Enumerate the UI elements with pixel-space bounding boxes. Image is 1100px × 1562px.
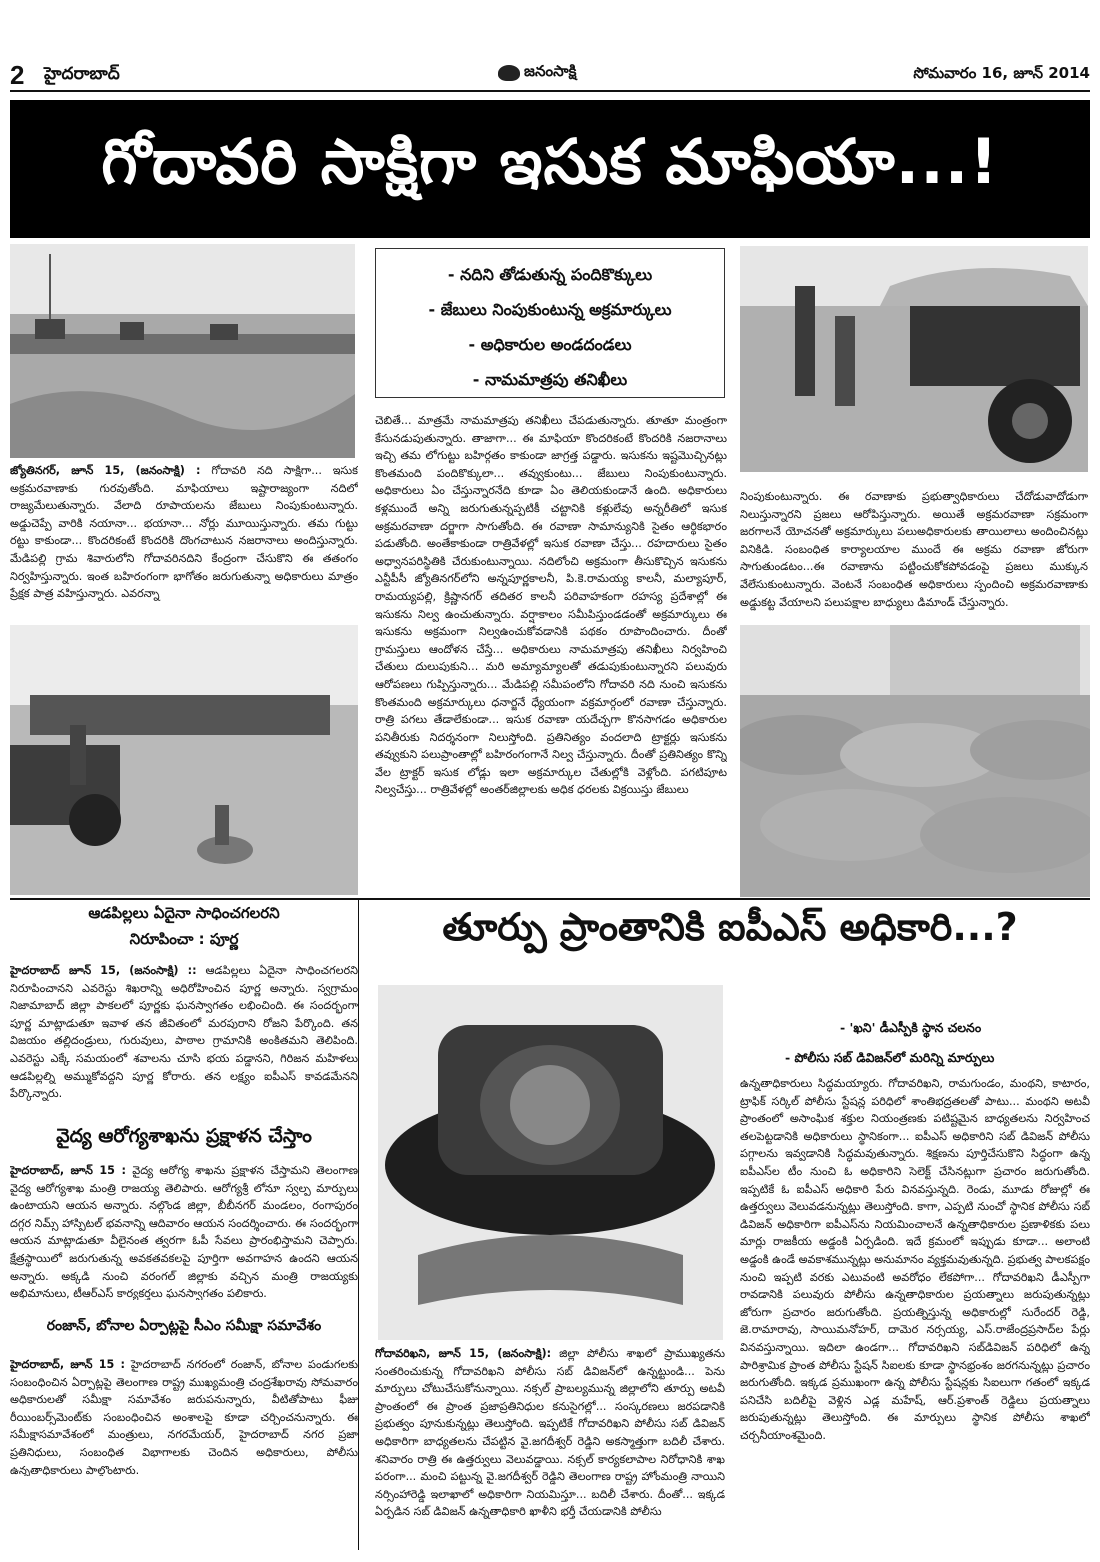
workers-loading-tractor-photo xyxy=(740,246,1088,472)
logo-text: జనంసాక్షి xyxy=(524,62,577,80)
main-story-col3 xyxy=(740,488,1088,613)
laborers-digging-sand-photo xyxy=(10,625,358,895)
issue-date: సోమవారం 16, జూన్ 2014 xyxy=(913,64,1090,82)
ips-cap-photo xyxy=(378,985,723,1340)
story-text: హైదరాబాద్ నగరంలో రంజాన్, బోనాల పండుగలకు సంబంధించిన ఏర్పాట్లపై తెలంగాణ రాష్ట్ర ముఖ్యమంత్రి చంద్రశేఖరావు సోమవారం అధికారులతో సమీక్షా సమావేశం జరుపనున్నారు, వీటితోపాటు ఫీజు రీయింబర్స్‌మెంట్‌కు సంబంధించిన అంశాలపై కూడా చర్చించనున్నారు. ఈ సమీక్షాసమావేశంలో మంత్రులు, నగరమేయర్, హైదరాబాద్ నగర ప్రజా ప్రతినిధులు, సంబంధిత విభాగాలకు చెందిన అధికారులు, పోలీసు ఉన్నతాధికారులు పాల్గొంటారు. xyxy=(10,1358,358,1476)
dateline: హైదరాబాద్, జూన్ 15 : xyxy=(10,1358,125,1371)
health-story xyxy=(10,1162,358,1300)
sand-mining-tractors-photo xyxy=(10,244,355,458)
poorna-headline-line1: ఆడపిల్లలు ఏదైనా సాధించగలరని xyxy=(88,904,280,922)
main-story-col1 xyxy=(10,462,358,612)
story-text: ఉన్నతాధికారులు సిద్ధమయ్యారు. గోదావరిఖని, రామగుండం, మంథని, కాటారం, ట్రాఫిక్ సర్కిల్ పోలీసు స్టేషన్ల పరిధిలో శాంతిభద్రతలతో పాటు... మంథని అటవీ ప్రాంతంలో అసాంఘిక శక్తుల నియంత్రణకు పటిష్టమైన బాధ్యతలను నిర్వహించ తలపెట్టడానికి అధికారులు స్థానికంగా... ఐపీఎస్ అధికారిని సబ్ డివిజన్ పోలీసు పగ్గాలను ఇవ్వడానికి సిద్ధమవుతున్నారు. శిక్షణను పూర్తిచేసుకొని సిద్ధంగా ఉన్న ఐపీఎస్‌ల టీం నుంచి ఓ అధికారిని సెలెక్ట్ చేసినట్లుగా ప్రచారం జరుగుతోంది. ఇప్పటికే ఓ ఐపీఎస్ అధికారి పేరు వినవస్తున్నది. రెండు, మూడు రోజుల్లో ఈ ఉత్తర్వులు వెలువడనున్నట్లు తెలుస్తోంది. కాగా, ఎప్పటి నుంచో స్థానిక పోలీసు సబ్ డివిజన్ అధికారిగా ఐపీఎస్‌ను నియమించాలనే ఉన్నతాధికారుల ప్రణాళికకు పలు మార్లు రాజకీయ అడ్డంకి ఏర్పడింది. ఇదే క్రమంలో ఇప్పుడు కూడా... అలాంటి అడ్డంకి ఉండే అవకాశమున్నట్లు అనుమానం వ్యక్తమవుతున్నది. ప్రభుత్వ పాలకపక్షం నుంచి ఇప్పటి వరకు ఎటువంటి అవరోధం లేకపోగా... గోదావరిఖని డీఎస్పీగా రావడానికి పలువురు పోలీసు ఉన్నతాధికారుల ప్రయత్నాలు జరుపుతున్నట్లు జోరుగా ప్రచారం జరుగుతోంది. ప్రయత్నిస్తున్న అధికారుల్లో సురేందర్ రెడ్డి, జె.రామారావు, సాయిమనోహర్, దామెర నర్సయ్య, ఎస్.రాజేంద్రప్రసాద్‌ల పేర్లు వినవస్తున్నాయి. ఇదిలా ఉండగా... గోదావరిఖని సబ్‌డివిజన్ పరిధిలో ఉన్న పారిశ్రామిక ప్రాంత పోలీసు స్టేషన్ సిఐలకు కూడా స్థానభ్రంశం జరగనున్నట్లు ప్రచారం జరుగుతోంది. ఇక్కడ ప్రముఖంగా ఉన్న పోలీసు స్టేషన్లకు సిఐలుగా గతంలో ఇక్కడ పనిచేసి బదిలీపై వెళ్లిన ఎడ్ల మహేష్, ఆర్.ప్రశాంత్ రెడ్డిలు ప్రయత్నాలు జరుపుతున్నట్లు తెలుస్తోంది. ఈ మార్పులు స్థానిక పోలీసు శాఖలో చర్చనీయాంశమైంది. xyxy=(740,1077,1090,1442)
section-divider xyxy=(10,898,1090,900)
story-text: చెబితే... మాత్రమే నామమాత్రపు తనిఖీలు చేపడుతున్నారు. తూతూ మంత్రంగా కేసునడుపుతున్నారు. తాజాగా... ఈ మాఫియా కొందరికంటే కొందరికి నజరానాలు ఇచ్చి తమ లోగుట్టు బహిర్గతం కాకుండా జాగ్రత్త పడ్డారు. ఇసుకను ఇష్టమొచ్చినట్లు కొంతమంది పందికొక్కులా... తవ్వుకుంటు... జేబులు నింపుకుంటున్నారు. అధికారులు ఏం చేస్తున్నారనేది కూడా ఏం తెలియకుండానే ఉంది. అధికారులు కళ్లముందే అన్ని జరుగుతున్నప్పటికీ చట్టానికి కళ్లులేవు అన్నరీతిలో ఇసుక అక్రమరవాణా దర్జాగా సాగుతోంది. ఈ రవాణా సామాన్యునికి సైతం ఆర్థికభారం పడుతోంది. అంతేకాకుండా రాత్రివేళల్లో ఇసుక రవాణా చేస్తు... రహదారులు సైతం అధ్వానపరిస్థితికి చేరుకుంటున్నాయి. నదిలోంచి అక్రమంగా తీసుకొచ్చిన ఇసుకను ఎన్టీపీసీ జ్యోతినగర్‌లోని అన్నపూర్ణకాలనీ, పి.కె.రామయ్య కాలనీ, మల్యాపూర్, రామయ్యపల్లి, క్రిష్ణానగర్ తదితర కాలనీ పరివాహకంగా రహస్య ప్రదేశాల్లో ఈ ఇసుకను నిల్వ ఉంచుతున్నారు. వర్షాకాలం సమీపిస్తుండడంతో అక్రమార్కులు ఈ ఇసుకను అక్రమంగా నిల్వఉంచుకోవడానికి పథకం రూపొందించారు. దీంతో గ్రామస్తులు ఆందోళన చేస్తే... అధికారులు నామమాత్రపు తనిఖీలు నిర్వహించి చేతులు దులుపుకుని... మరి అమ్యామ్యాలతో తడుపుకుంటున్నారని పలువురు ఆరోపణలు గుప్పిస్తున్నారు... మేడిపల్లి సమీపంలోని గోదావరి నది నుంచి ఇసుకను కొంతమంది అక్రమార్కులు ధనార్జనే ధ్యేయంగా వక్రమార్గంలో రవాణా చేస్తున్నారు. రాత్రి పగలు తేడాలేకుండా... ఇసుక రవాణా యదేచ్చగా కొనసాగడం అధికారుల పనితీరుకు నిదర్శనంగా నిలుస్తోంది. ప్రతినిత్యం వందలాది ట్రాక్టర్లు ఇసుకను తవ్వుకుని పలుప్రాంతాల్లో బహిరంగంగానే నిల్వ చేస్తున్నారు. దీంతో ప్రతినిత్యం కొన్ని వేల ట్రాక్టర్ ఇసుక లోడ్లు ఇలా అక్రమార్కుల చేతుల్లోకి వెళ్లోంది. పగటిపూట నిల్వచేస్తు... రాత్రివేళల్లో అంతర్‌జిల్లాలకు అధిక ధరలకు విక్రయిస్తు జేబులు xyxy=(375,414,727,797)
ips-subheading-2: - పోలీసు సబ్ డివిజన్‌లో మరిన్ని మార్పులు xyxy=(785,1050,995,1065)
main-story-col2 xyxy=(375,412,727,897)
logo-icon xyxy=(498,65,520,81)
health-headline: వైద్య ఆరోగ్యశాఖను ప్రక్షాళన చేస్తాం xyxy=(56,1125,312,1147)
story-text: జిల్లా పోలీసు శాఖలో ప్రాముఖ్యతను సంతరించుకున్న గోదావరిఖని పోలీసు సబ్ డివిజన్‌లో ఉన్నట్టుండి... పెను మార్పులు చోటుచేసుకోనున్నాయి. నక్సల్ ప్రాబల్యమున్న జిల్లాలోని తూర్పు అటవీ ప్రాంతంలో ఈ ప్రాంత ప్రజాప్రతినిధుల కనుసైగల్లో... సంస్కరణలు జరపడానికి ప్రభుత్వం పూనుకున్నట్లు తెలుస్తోంది. ఇప్పటికే గోదావరిఖని పోలీసు సబ్ డివిజన్ అధికారిగా బాధ్యతలను చేపట్టిన వై.జగదీశ్వర్ రెడ్డిని అకస్మాత్తుగా బదిలీ చేశారు. శనివారం రాత్రి ఈ ఉత్తర్వులు వెలువడ్డాయి. నక్సల్ కార్యకలాపాల నిరోధానికి శాఖ పరంగా... మంచి పట్టున్న వై.జగదీశ్వర్ రెడ్డిని తెలంగాణ రాష్ట్ర హోంమంత్రి నాయిని నర్సింహారెడ్డి ఇలాఖాలో అధికారిగా నియమిస్తూ... బదిలీ చేశారు. దీంతో... ఇక్కడ ఏర్పడిన సబ్ డివిజన్ ఉన్నతాధికారి ఖాళీని భర్తీ చేయడానికి పోలీసు xyxy=(375,1347,725,1519)
sand-heaps-photo xyxy=(740,625,1090,897)
masthead-logo xyxy=(498,60,618,86)
ramzan-story xyxy=(10,1356,358,1476)
dateline: హైదరాబాద్ జూన్ 15, (జనంసాక్షి) :: xyxy=(10,964,197,977)
dateline: జ్యోతినగర్, జూన్ 15, (జనంసాక్షి) : xyxy=(10,464,201,477)
story-text: ఆడపిల్లలు ఏదైనా సాధించగలరని నిరూపించానని ఎవరెస్టు శిఖరాన్ని అధిరోహించిన పూర్ణ అన్నారు. స్వగ్రామం నిజామాబాద్ జిల్లా పాకలలో పూర్ణకు ఘనస్వాగతం లభించింది. ఈ సందర్భంగా పూర్ణ మాట్లాడుతూ ఇవాళ తన జీవితంలో మరపురాని రోజని పేర్కొంది. తన విజయం తల్లిదండ్రులు, గురువులు, పాఠాల గ్రామానికి అంకితమని తెలిపింది. ఎవరెస్టు ఎక్కే సమయంలో శవాలను చూసి భయ పడ్డానని, గిరిజన మహిళలు ఆడపిల్లల్ని అమ్ముకోవద్దని పూర్ణ కోరారు. తన లక్ష్యం ఐపీఎస్ కావడమేనని పేర్కొన్నారు. xyxy=(10,964,358,1101)
story-highlights xyxy=(375,248,725,398)
highlight-item: - నామమాత్రపు తనిఖీలు xyxy=(472,370,628,389)
ramzan-headline: రంజాన్, బోనాల ఏర్పాట్లపై సీఎం సమీక్షా సమావేశం xyxy=(46,1318,322,1334)
dateline: హైదరాబాద్, జూన్ 15 : xyxy=(10,1164,127,1177)
ips-story-col1 xyxy=(375,1345,725,1545)
highlight-item: - నదిని తోడుతున్న పందికొక్కులు xyxy=(447,265,653,284)
page-number: 2 xyxy=(10,60,25,90)
story-text: గోదావరి నది సాక్షిగా... ఇసుక అక్రమరవాణాకు గురవుతోంది. మాఫియాలు ఇష్టారాజ్యంగా నదిలో రాజ్యమేలుతున్నారు. వేలాది రూపాయలను జేబులు నింపుకుంటున్నారు. అడ్డుచెప్పే వారికి నయానా... భయానా... నోర్లు మూయిస్తున్నారు. తమ గుట్టు రట్టు కాకుండా... కొందరికంటే కొందరికి దొంగచాటున నజరానాలు అందిస్తున్నారు. మేడిపల్లి గ్రామ శివారులోని గోదావరినదిని కేంద్రంగా చేసుకొని ఈ తతంగం నిర్వహిస్తున్నారు. ఇంత బహిరంగంగా భాగోతం జరుగుతున్నా అధికారులు మాత్రం ప్రేక్షక పాత్ర వహిస్తున్నారు. ఎవరన్నా xyxy=(10,464,358,601)
dateline: గోదావరిఖని, జూన్ 15, (జనంసాక్షి): xyxy=(375,1347,552,1360)
highlight-item: - జేబులు నింపుకుంటున్న అక్రమార్కులు xyxy=(428,300,672,319)
section-name: హైదరాబాద్ xyxy=(44,64,120,84)
highlight-item: - అధికారుల అండదండలు xyxy=(468,335,632,354)
header-rule xyxy=(10,90,1090,92)
story-text: నింపుకుంటున్నారు. ఈ రవాణాకు ప్రభుత్వాధికారులు చేదోడువాదోడుగా నిలుస్తున్నారని ప్రజలు ఆరోపిస్తున్నారు. అయితే అక్రమరవాణా సక్రమంగా జరగాలనే యోచనతో అక్రమార్కులు పలుఅధికారులకు తాయిలాలు అందించినట్లు వినికిడి. సంబంధిత కార్యాలయాల ముందే ఈ అక్రమ రవాణా జోరుగా సాగుతుండటం...ఈ రవాణాను పట్టించుకోకపోవడంపై ప్రజలు ముక్కున వేలేసుకుంటున్నారు. వెంటనే సంబంధిత అధికారులు స్పందించి అక్రమరవాణాకు అడ్డుకట్ట వేయాలని పలుపక్షాల బాధ్యులు డిమాండ్ చేస్తున్నారు. xyxy=(740,490,1088,609)
ips-subheading-1: - 'ఖని' డీఎస్పీకి స్థాన చలనం xyxy=(840,1020,982,1035)
ips-headline: తూర్పు ప్రాంతానికి ఐపీఎస్ అధికారి...? xyxy=(442,905,1018,949)
story-text: వైద్య ఆరోగ్య శాఖను ప్రక్షాళన చేస్తామని తెలంగాణ వైద్య ఆరోగ్యశాఖ మంత్రి రాజయ్య తెలిపారు. ఆరోగ్యశ్రీ లోనూ స్వల్ప మార్పులు ఉంటాయని ఆయన అన్నారు. నల్గొండ జిల్లా, బీబీనగర్ మండలం, రంగాపురం దగ్గర నిమ్స్ హాస్పిటల్ భవనాన్ని ఆదివారం ఆయన సందర్శించారు. ఈ సందర్భంగా ఆయన మాట్లాడుతూ వీలైనంత త్వరగా ఓపీ సేవలు ప్రారంభిస్తామని చెప్పారు. క్షేత్రస్థాయిలో జరుగుతున్న అవకతవకలపై పూర్తిగా అవగాహన ఉందని ఆయన అన్నారు. అక్కడి నుంచి వరంగల్ జిల్లాకు వచ్చిన మంత్రి రాజయ్యకు అభిమానులు, టీఆర్‌ఎస్ కార్యకర్తలు ఘనస్వాగతం పలికారు. xyxy=(10,1164,358,1300)
ips-story-col2 xyxy=(740,1075,1090,1545)
main-headline: గోదావరి సాక్షిగా ఇసుక మాఫియా...! xyxy=(10,100,1090,238)
column-divider xyxy=(358,900,359,1550)
poorna-headline-line2: నిరూపించా : పూర్ణ xyxy=(129,930,239,948)
poorna-story xyxy=(10,962,358,1102)
